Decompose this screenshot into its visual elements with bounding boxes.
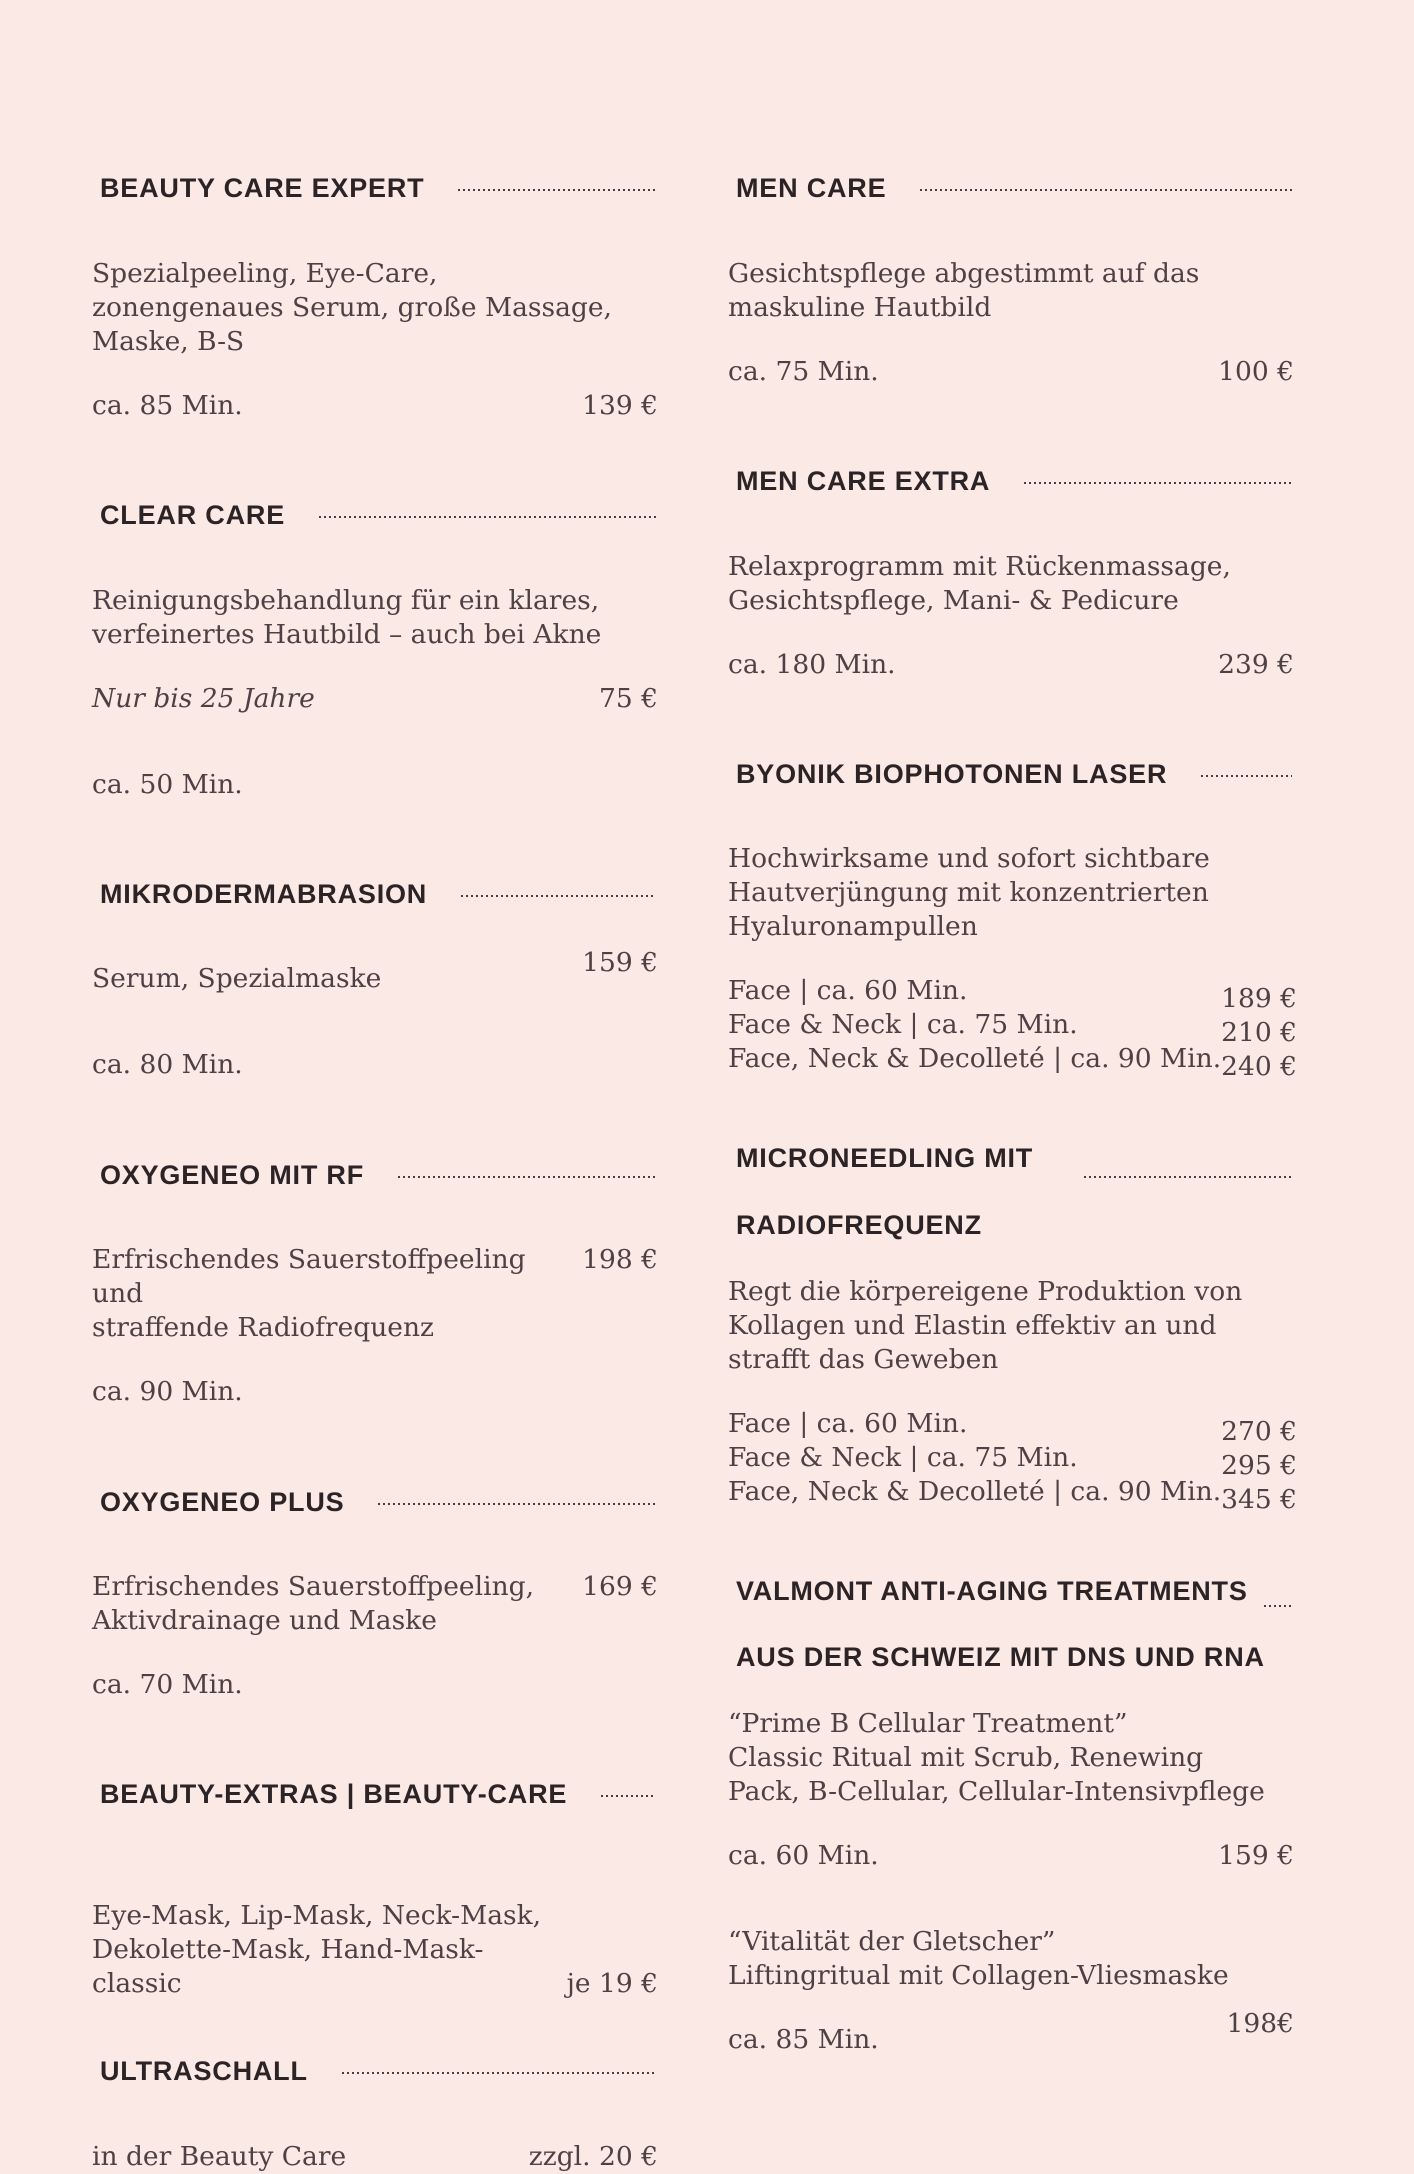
section-title-row [100, 854, 658, 935]
section-title-row [736, 734, 1294, 815]
description-line: verfeinertes Hautbild – auch bei Akne [92, 618, 602, 650]
dotted-divider [1201, 775, 1292, 777]
description-text [92, 257, 658, 359]
duration-label: ca. 50 Min. [92, 768, 243, 800]
price-value: 139 € [582, 389, 658, 421]
price-list-options [728, 974, 1221, 1076]
description-text [92, 1243, 568, 1345]
price-value: je 19 € [566, 1967, 658, 1999]
description-line: straffende Radiofrequenz [92, 1312, 435, 1344]
option-label: Face & Neck | ca. 75 Min. [728, 1009, 1078, 1041]
dotted-divider [398, 1176, 656, 1178]
description-line: Kollagen und Elastin effektiv an und [728, 1309, 1217, 1341]
price-list-options [728, 1407, 1221, 1509]
menu-left-column [92, 148, 658, 2172]
section-mikrodermabrasion [92, 854, 658, 1083]
description-text [728, 1925, 1294, 1993]
description-row [92, 584, 658, 652]
description-line: Classic Ritual mit Scrub, Renewing [728, 1742, 1204, 1774]
section-title: BYONIK BIOPHOTONEN LASER [736, 759, 1168, 790]
price-value: 270 € [1221, 1415, 1298, 1447]
price-value: 75 € [598, 682, 658, 714]
duration-price-row [92, 947, 658, 996]
section-title-row [100, 1461, 658, 1542]
section-title: OXYGENEO MIT RF [100, 1159, 365, 1190]
section-title-line: VALMONT ANTI-AGING TREATMENTS [736, 1575, 1248, 1606]
price-value: 169 € [582, 1571, 658, 1603]
duration-label: ca. 85 Min. [728, 2024, 879, 2056]
description-text [92, 1570, 568, 1638]
description-text [92, 584, 658, 652]
duration-price-row [728, 355, 1294, 389]
dotted-divider [461, 895, 656, 897]
section-beauty-care-expert [92, 148, 658, 423]
description-row [92, 257, 658, 359]
duration-label: ca. 75 Min. [728, 355, 879, 387]
section-title: ULTRASCHALL [100, 2056, 308, 2087]
dotted-divider [1084, 1176, 1294, 1178]
option-label: Face | ca. 60 Min. [728, 1407, 968, 1439]
description-line: Aktivdrainage und Maske [92, 1605, 437, 1637]
description-line: zonengenaues Serum, große Massage, [92, 291, 612, 323]
section-title-line: AUS DER SCHWEIZ MIT DNS UND RNA [736, 1642, 1265, 1673]
section-title-row [736, 1136, 1294, 1246]
option-label: Face, Neck & Decolleté | ca. 90 Min. [728, 1043, 1222, 1075]
price-value: 210 € [1221, 1017, 1298, 1049]
description-line: “Vitalität der Gletscher” [728, 1926, 1056, 1958]
section-title-row [100, 148, 658, 229]
price-value: 159 € [1218, 1840, 1294, 1872]
section-title-row [100, 1134, 658, 1215]
dotted-divider [458, 189, 656, 191]
dotted-divider [920, 189, 1292, 191]
description-line: Hochwirksame und sofort sichtbare [728, 843, 1210, 875]
duration-label: in der Beauty Care [92, 2140, 347, 2172]
description-text [728, 1707, 1294, 1809]
section-title-row [736, 1569, 1294, 1679]
section-title: MEN CARE EXTRA [736, 466, 991, 497]
price-value: 100 € [1218, 355, 1294, 387]
description-row [728, 1707, 1294, 1809]
description-line: Spezialpeeling, Eye-Care, [92, 257, 438, 289]
description-row [728, 1925, 1294, 1993]
description-row [92, 1899, 658, 2001]
description-row [92, 1570, 658, 1638]
dotted-divider [319, 516, 656, 518]
section-title: OXYGENEO PLUS [100, 1486, 345, 1517]
duration-label: ca. 90 Min. [92, 1376, 243, 1408]
description-row [728, 550, 1294, 618]
section-title-row [100, 2031, 658, 2112]
note-label: Nur bis 25 Jahre [92, 682, 315, 714]
price-value: 189 € [1221, 983, 1298, 1015]
description-line: Maske, B-S [92, 325, 245, 357]
price-value: 240 € [1221, 1051, 1298, 1083]
description-line: Dekolette-Mask, Hand-Mask-classic [92, 1933, 484, 1999]
dotted-divider [601, 1795, 656, 1797]
duration-label: Serum, Spezialmaske [92, 963, 382, 995]
dotted-divider [378, 1503, 656, 1505]
description-text [92, 1899, 553, 2001]
price-value: 198 € [582, 1244, 658, 1276]
section-oxygeneo-plus [92, 1461, 658, 1702]
description-line: Erfrischendes Sauerstoffpeeling, [92, 1571, 535, 1603]
section-men-care-extra [728, 441, 1294, 682]
description-line: Liftingritual mit Collagen-Vliesmaske [728, 1960, 1229, 1992]
duration-label: ca. 80 Min. [92, 1049, 243, 1081]
description-line: Reinigungsbehandlung für ein klares, [92, 584, 600, 616]
price-list [728, 974, 1298, 1084]
description-line: Erfrischendes Sauerstoffpeeling und [92, 1244, 526, 1310]
duration-price-row [728, 1839, 1294, 1873]
section-men-care [728, 148, 1294, 389]
dotted-divider [342, 2072, 656, 2074]
section-valmont-anti-aging-treatments [728, 1569, 1294, 2057]
price-value: 295 € [1221, 1449, 1298, 1481]
section-title-line: MICRONEEDLING MIT [736, 1143, 1034, 1174]
description-text [728, 842, 1294, 944]
section-title-row [100, 1754, 658, 1835]
section-beauty-extras-beauty-care [92, 1754, 658, 2001]
description-line: Eye-Mask, Lip-Mask, Neck-Mask, [92, 1899, 542, 1931]
description-line: Relaxprogramm mit Rückenmassage, [728, 550, 1231, 582]
section-microneedling-mit-radiofrequenz [728, 1136, 1298, 1516]
option-label: Face, Neck & Decolleté | ca. 90 Min. [728, 1475, 1222, 1507]
description-line: maskuline Hautbild [728, 291, 992, 323]
section-title: BEAUTY-EXTRAS | BEAUTY-CARE [100, 1779, 568, 1810]
description-row [92, 1243, 658, 1345]
section-title-line: RADIOFREQUENZ [736, 1209, 982, 1240]
description-row [728, 257, 1294, 325]
description-line: Pack, B-Cellular, Cellular-Intensivpflege [728, 1776, 1265, 1808]
duration-label: ca. 60 Min. [728, 1840, 879, 1872]
description-row [728, 842, 1294, 944]
duration-price-row [728, 2008, 1294, 2057]
price-value: zzgl. 20 € [528, 2140, 658, 2172]
price-list-values [1221, 1407, 1297, 1517]
section-title-row [736, 148, 1294, 229]
duration-label: ca. 85 Min. [92, 389, 243, 421]
section-title: MIKRODERMABRASION [100, 879, 428, 910]
price-value: 239 € [1218, 648, 1294, 680]
price-value: 159 € [582, 947, 658, 979]
duration-price-row [92, 682, 658, 716]
description-text [728, 550, 1294, 618]
description-line: Hyaluronampullen [728, 911, 978, 943]
duration-price-row [92, 389, 658, 423]
option-label: Face & Neck | ca. 75 Min. [728, 1441, 1078, 1473]
description-row [728, 1275, 1294, 1377]
duration-label: ca. 70 Min. [92, 1669, 243, 1701]
section-title: MEN CARE [736, 173, 887, 204]
description-line: Gesichtspflege abgestimmt auf das [728, 257, 1200, 289]
description-line: Gesichtspflege, Mani- & Pedicure [728, 584, 1179, 616]
duration-price-row [92, 2140, 658, 2174]
section-title: BEAUTY CARE EXPERT [100, 173, 425, 204]
option-label: Face | ca. 60 Min. [728, 975, 968, 1007]
dotted-divider [1264, 1605, 1294, 1607]
duration-label: ca. 180 Min. [728, 648, 896, 680]
description-text [728, 1275, 1294, 1377]
price-value: 198€ [1226, 2008, 1294, 2040]
duration-price-row [728, 648, 1294, 682]
section-ultraschall [92, 2031, 658, 2174]
dotted-divider [1024, 482, 1292, 484]
section-clear-care [92, 475, 658, 802]
section-oxygeneo-mit-rf [92, 1134, 658, 1409]
description-text [728, 257, 1294, 325]
description-line: “Prime B Cellular Treatment” [728, 1708, 1128, 1740]
menu-right-column [728, 148, 1298, 2056]
description-line: Regt die körpereigene Produktion von [728, 1275, 1243, 1307]
description-line: strafft das Geweben [728, 1343, 999, 1375]
price-list [728, 1407, 1298, 1517]
price-value: 345 € [1221, 1483, 1298, 1515]
section-title-row [100, 475, 658, 556]
price-list-values [1221, 974, 1297, 1084]
section-title: CLEAR CARE [100, 500, 286, 531]
section-title-row [736, 441, 1294, 522]
description-line: Hautverjüngung mit konzentrierten [728, 877, 1209, 909]
section-byonik-biophotonen-laser [728, 734, 1298, 1085]
